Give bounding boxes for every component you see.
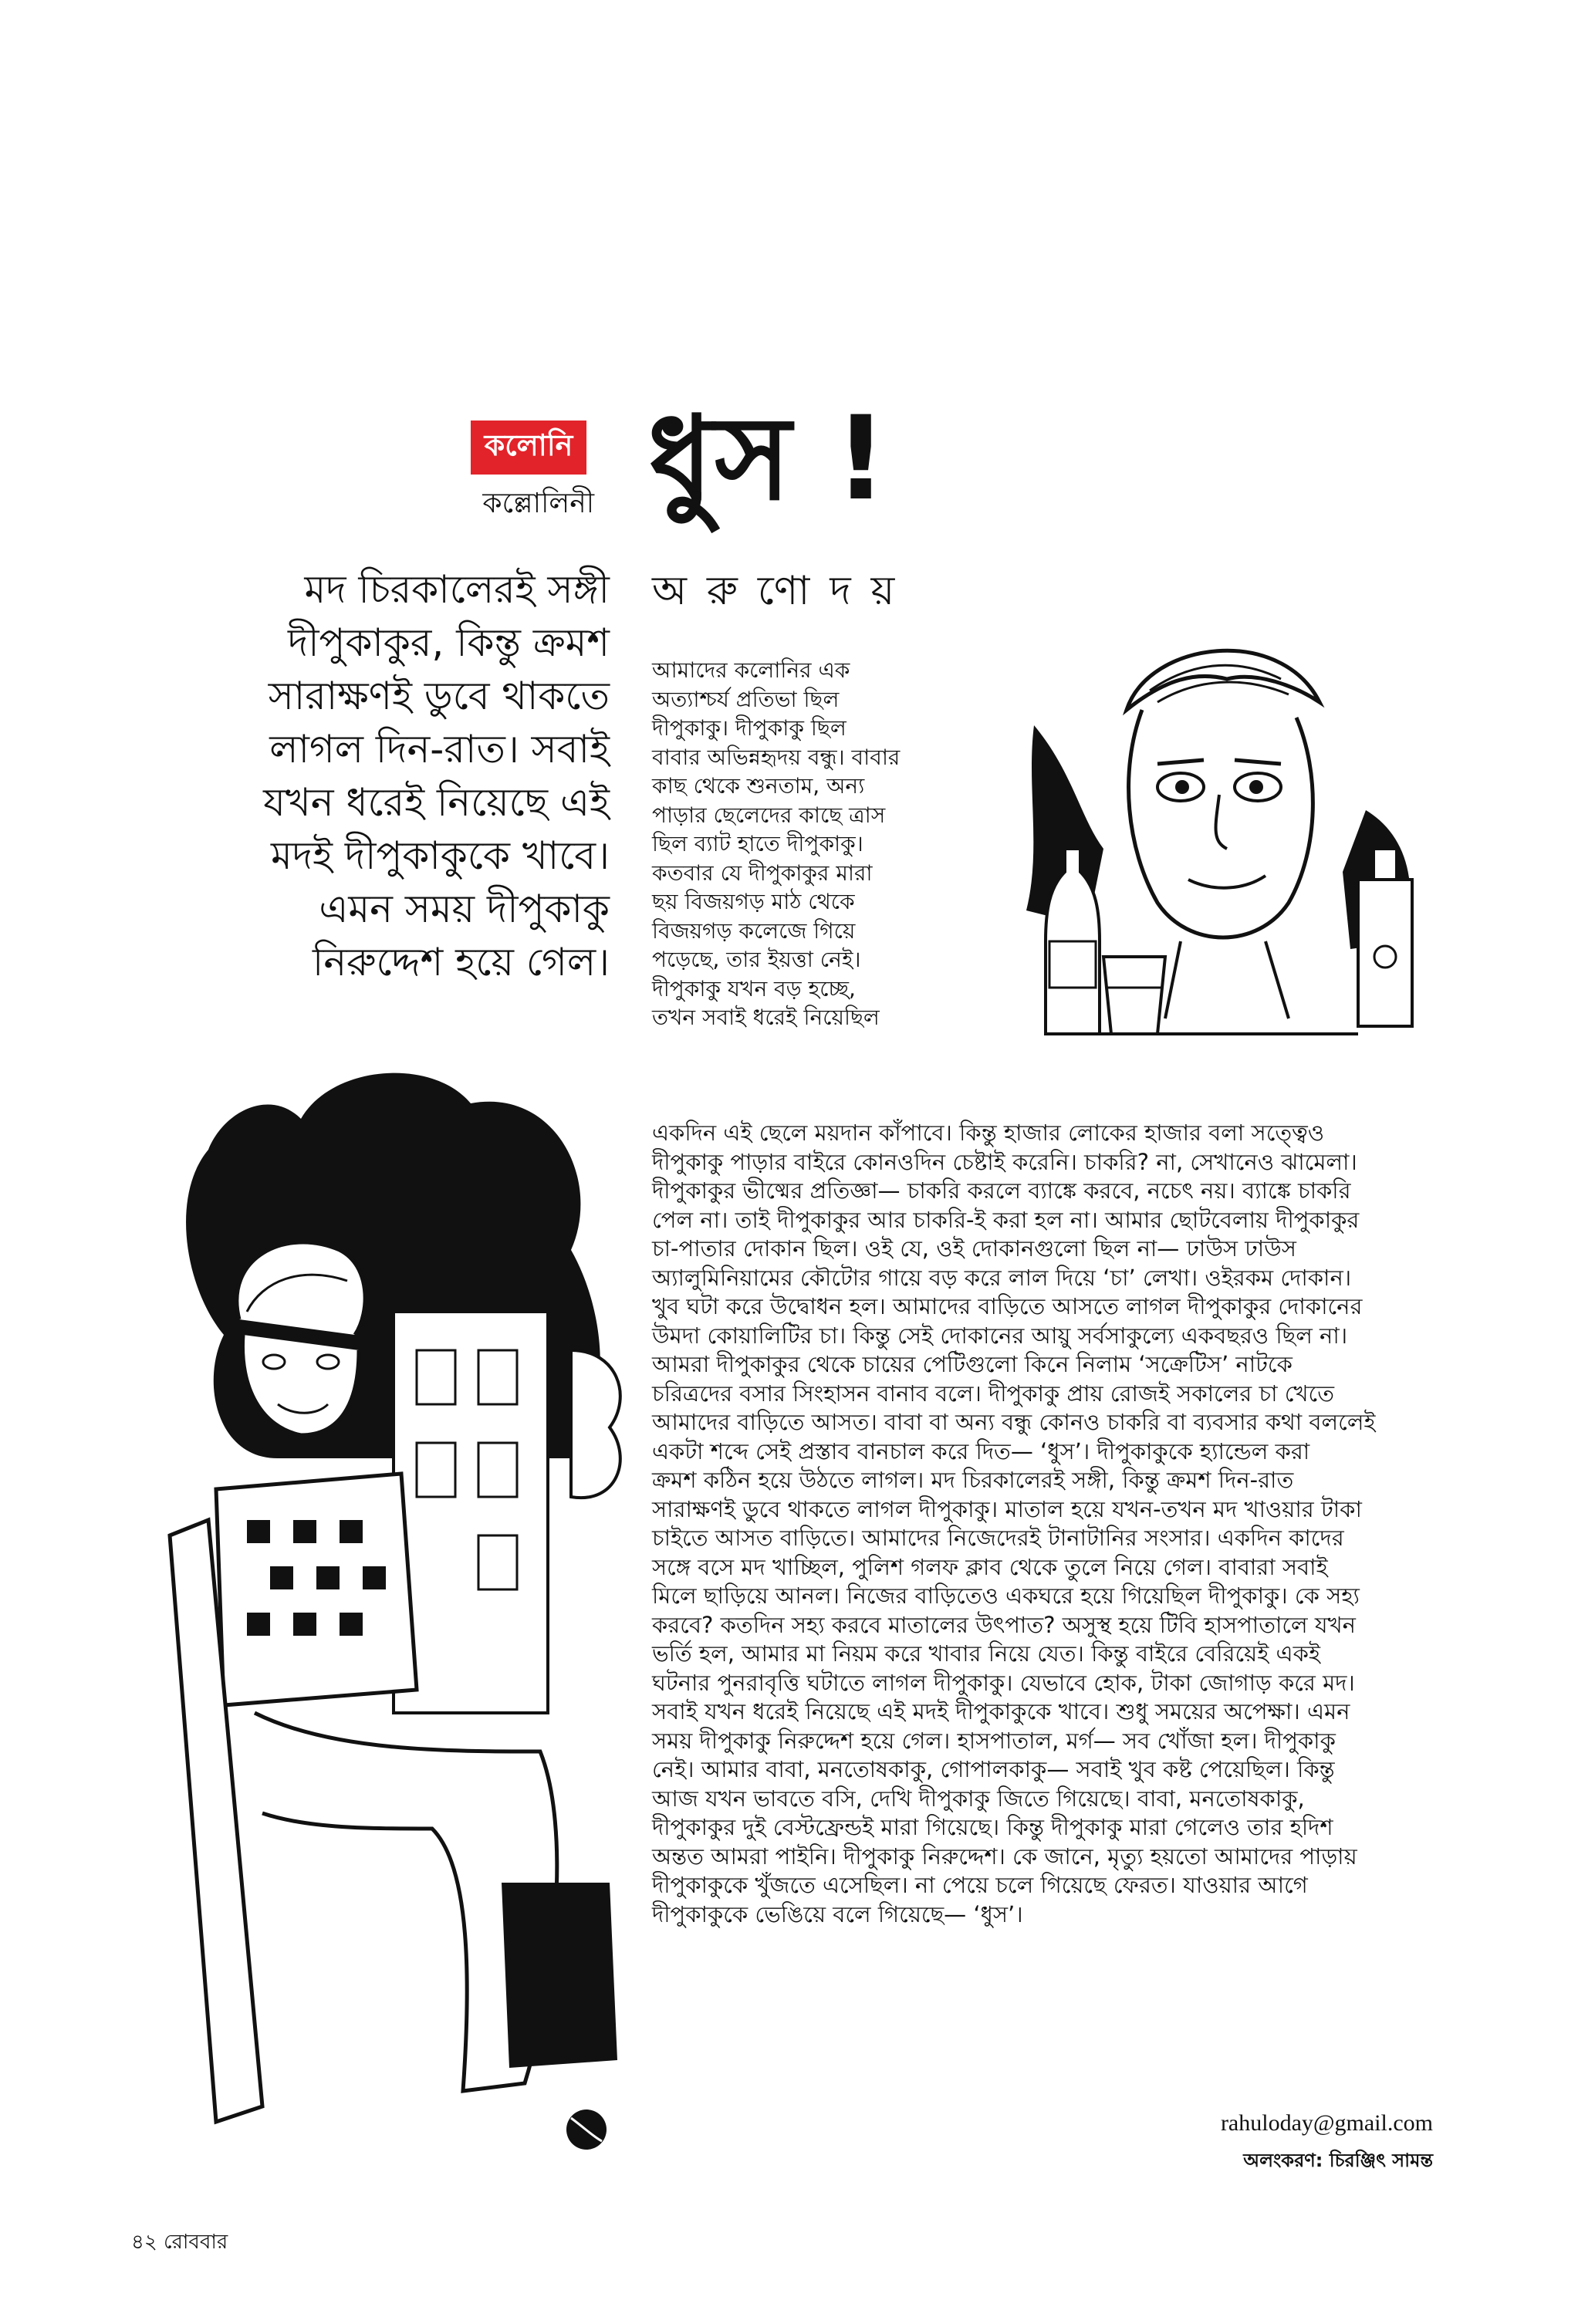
text-line: বাবার অভিন্নহৃদয় বন্ধু। বাবার: [652, 744, 901, 770]
text-line: চা-পাতার দোকান ছিল। ওই যে, ওই দোকানগুলো ছিল না— ঢাউস ঢাউস: [652, 1235, 1296, 1262]
text-line: পড়েছে, তার ইয়ত্তা নেই।: [652, 947, 861, 972]
pullquote: [189, 563, 610, 989]
text-line: মিলে ছাড়িয়ে আনল। নিজের বাড়িতেও একঘরে হয়ে গিয়েছিল দীপুকাকু। কে সহ্য: [652, 1583, 1360, 1609]
pullquote-line: সারাক্ষণই ডুবে থাকতে: [268, 674, 610, 718]
pullquote-line: দীপুকাকুর, কিন্তু ক্রমশ: [287, 620, 610, 665]
text-line: বিজয়গড় কলেজে গিয়ে: [652, 917, 856, 944]
text-line: সময় দীপুকাকু নিরুদ্দেশ হয়ে গেল। হাসপাতাল, মর্গ— সব খোঁজা হল। দীপুকাকু: [652, 1727, 1336, 1754]
illustration-cricketer: [139, 1057, 633, 2176]
body-text: [652, 1119, 1447, 1929]
author-email: rahuloday@gmail.com: [1220, 2110, 1433, 2136]
page-folio: ৪২ রোববার: [131, 2231, 228, 2254]
text-line: পেল না। তাই দীপুকাকুর আর চাকরি-ই করা হল না। আমার ছোটবেলায় দীপুকাকুর: [652, 1206, 1360, 1233]
text-line: উমদা কোয়ালিটির চা। কিন্তু সেই দোকানের আয়ু সর্বসাকুল্যে একবছরও ছিল না।: [652, 1322, 1348, 1349]
text-line: নেই। আমার বাবা, মনতোষকাকু, গোপালকাকু— সবাই খুব কষ্ট পেয়েছিল। কিন্তু: [652, 1756, 1335, 1782]
text-line: ঘটনার পুনরাবৃত্তি ঘটাতে লাগল দীপুকাকু। যেভাবে হোক, টাকা জোগাড় করে মদ।: [652, 1669, 1355, 1696]
pullquote-line: নিরুদ্দেশ হয়ে গেল।: [313, 940, 610, 985]
text-line: তখন সবাই ধরেই নিয়েছিল: [652, 1005, 880, 1030]
text-line: একদিন এই ছেলে ময়দান কাঁপাবে। কিন্তু হাজার লোকের হাজার বলা সত্ত্বেও: [652, 1120, 1325, 1146]
text-line: অন্তত আমরা পাইনি। দীপুকাকু নিরুদ্দেশ। কে জানে, মৃত্যু হয়তো আমাদের পাড়ায়: [652, 1843, 1357, 1870]
pullquote-line: মদই দীপুকাকুকে খাবে।: [270, 833, 610, 878]
text-line: অত্যাশ্চর্য প্রতিভা ছিল: [652, 686, 840, 712]
text-line: পাড়ার ছেলেদের কাছে ত্রাস: [652, 802, 886, 828]
page-title: ধুস !: [648, 392, 889, 526]
text-line: দীপুকাকুকে খুঁজতে এসেছিল। না পেয়ে চলে গিয়েছে ফেরত। যাওয়ার আগে: [652, 1872, 1308, 1898]
text-line: কাছ থেকে শুনতাম, অন্য: [652, 773, 865, 799]
text-line: দীপুকাকু যখন বড় হচ্ছে,: [652, 975, 856, 1002]
pullquote-line: লাগল দিন-রাত। সবাই: [269, 727, 610, 772]
text-line: ভর্তি হল, আমার মা নিয়ম করে খাবার নিয়ে যেত। কিন্তু বাইরে বেরিয়েই একই: [652, 1640, 1320, 1667]
text-line: দীপুকাকু। দীপুকাকু ছিল: [652, 715, 846, 741]
text-line: সারাক্ষণই ডুবে থাকতে লাগল দীপুকাকু। মাতাল হয়ে যখন-তখন মদ খাওয়ার টাকা: [652, 1495, 1362, 1522]
text-line: ছিল ব্যাট হাতে দীপুকাকু।: [652, 831, 863, 856]
text-line: সঙ্গে বসে মদ খাচ্ছিল, পুলিশ গলফ ক্লাব থেকে তুলে নিয়ে গেল। বাবারা সবাই: [652, 1553, 1328, 1580]
illustration-credit: অলংকরণ: চিরঞ্জিৎ সামন্ত: [1243, 2150, 1433, 2171]
text-line: খুব ঘটা করে উদ্বোধন হল। আমাদের বাড়িতে আসতে লাগল দীপুকাকুর দোকানের: [652, 1293, 1363, 1319]
text-line: চরিত্রদের বসার সিংহাসন বানাব বলে। দীপুকাকু প্রায় রোজই সকালের চা খেতে: [652, 1380, 1334, 1407]
text-line: ক্রমশ কঠিন হয়ে উঠতে লাগল। মদ চিরকালেরই সঙ্গী, কিন্তু ক্রমশ দিন-রাত: [652, 1467, 1294, 1493]
text-line: আমাদের কলোনির এক: [652, 657, 850, 683]
author-name: অরুণোদয়: [652, 568, 915, 614]
pullquote-line: মদ চিরকালেরই সঙ্গী: [304, 567, 610, 612]
text-line: আমরা দীপুকাকুর থেকে চায়ের পেটিগুলো কিনে নিলাম ‘সক্রেটিস’ নাটকে: [652, 1351, 1293, 1377]
text-line: সবাই যখন ধরেই নিয়েছে এই মদই দীপুকাকুকে খাবে। শুধু সময়ের অপেক্ষা। এমন: [652, 1698, 1350, 1724]
pullquote-line: এমন সময় দীপুকাকু: [319, 887, 610, 931]
pullquote-line: যখন ধরেই নিয়েছে এই: [263, 780, 610, 825]
text-line: একটা শব্দে সেই প্রস্তাব বানচাল করে দিত— ‘ধুস’। দীপুকাকুকে হ্যান্ডেল করা: [652, 1437, 1310, 1464]
text-line: দীপুকাকুর ভীষ্মের প্রতিজ্ঞা— চাকরি করলে ব্যাঙ্কে করবে, নচেৎ নয়। ব্যাঙ্কে চাকরি: [652, 1177, 1351, 1204]
text-line: কতবার যে দীপুকাকুর মারা: [652, 860, 873, 886]
text-line: দীপুকাকুর দুই বেস্টফ্রেন্ডই মারা গিয়েছে। কিন্তু দীপুকাকু মারা গেলেও তার হদিশ: [652, 1814, 1333, 1840]
section-badge: কলোনি: [471, 421, 586, 475]
illustration-man-with-bottles: [1003, 617, 1435, 1049]
column-text: [652, 656, 992, 1032]
text-line: চাইতে আসত বাড়িতে। আমাদের নিজেদেরই টানাটানির সংসার। একদিন কাদের: [652, 1525, 1344, 1551]
text-line: দীপুকাকুকে ভেঙিয়ে বলে গিয়েছে— ‘ধুস’।: [652, 1900, 1023, 1927]
text-line: করবে? কতদিন সহ্য করবে মাতালের উৎপাত? অসুস্থ হয়ে টিবি হাসপাতালে যখন: [652, 1611, 1356, 1638]
text-line: দীপুকাকু পাড়ার বাইরে কোনওদিন চেষ্টাই করেনি। চাকরি? না, সেখানেও ঝামেলা।: [652, 1148, 1357, 1175]
text-line: আজ যখন ভাবতে বসি, দেখি দীপুকাকু জিতে গিয়েছে। বাবা, মনতোষকাকু,: [652, 1785, 1305, 1812]
text-line: আমাদের বাড়িতে আসত। বাবা বা অন্য বন্ধু কোনও চাকরি বা ব্যবসার কথা বললেই: [652, 1409, 1376, 1435]
series-name: কল্লোলিনী: [482, 488, 594, 519]
text-line: অ্যালুমিনিয়ামের কৌটোর গায়ে বড় করে লাল দিয়ে ‘চা’ লেখা। ওইরকম দোকান।: [652, 1264, 1352, 1291]
text-line: ছয় বিজয়গড় মাঠ থেকে: [652, 889, 855, 914]
